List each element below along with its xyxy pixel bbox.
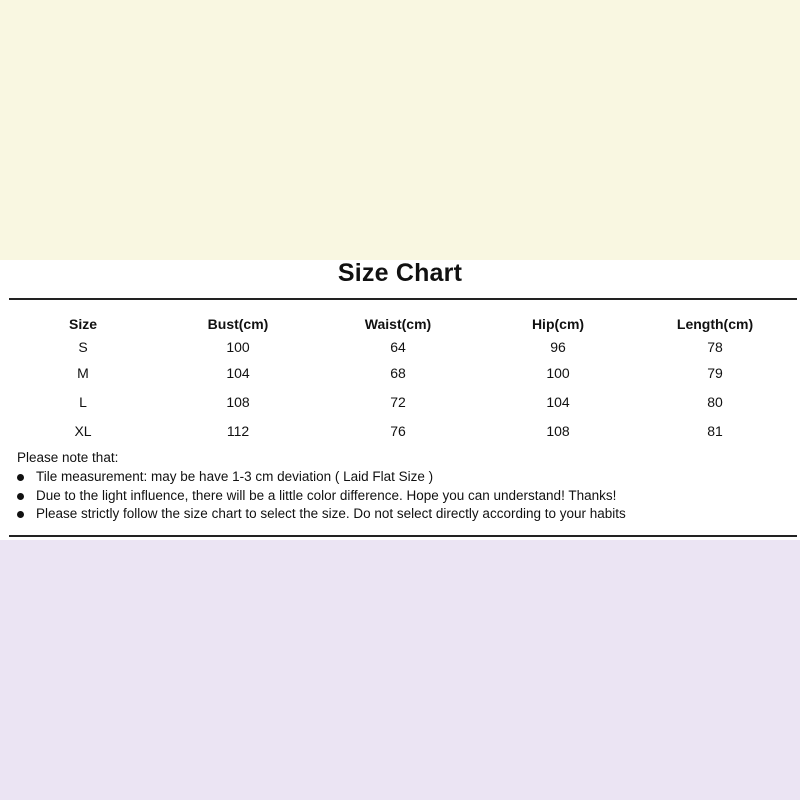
- cell-waist: 68: [390, 365, 406, 381]
- notes-heading: Please note that:: [17, 450, 119, 465]
- bottom-color-band: [0, 540, 800, 800]
- cell-size: M: [77, 365, 89, 381]
- note-text: Tile measurement: may be have 1-3 cm deviation ( Laid Flat Size ): [36, 469, 434, 484]
- note-item: [17, 468, 626, 486]
- table-row: [0, 417, 800, 446]
- cell-bust: 112: [226, 423, 250, 439]
- table-header-row: [0, 313, 800, 335]
- cell-size: XL: [74, 423, 92, 439]
- note-text: Due to the light influence, there will be a little color difference. Hope you can understand! Thanks!: [36, 488, 617, 503]
- table-row: [0, 359, 800, 388]
- notes-list: [17, 468, 626, 523]
- note-item: [17, 505, 626, 523]
- header-length: Length(cm): [676, 316, 754, 332]
- cell-hip: 104: [546, 394, 570, 410]
- cell-size: S: [78, 339, 88, 355]
- chart-title: Size Chart: [337, 259, 463, 287]
- cell-waist: 76: [390, 423, 406, 439]
- header-hip: Hip(cm): [531, 316, 585, 332]
- bottom-divider: [9, 535, 797, 537]
- cell-waist: 72: [390, 394, 406, 410]
- cell-bust: 108: [226, 394, 250, 410]
- bullet-icon: [17, 511, 24, 518]
- cell-bust: 100: [226, 339, 250, 355]
- table-row: [0, 388, 800, 417]
- note-text: Please strictly follow the size chart to select the size. Do not select directly according to your habits: [36, 506, 626, 521]
- cell-hip: 108: [546, 423, 570, 439]
- cell-waist: 64: [390, 339, 406, 355]
- cell-hip: 96: [550, 339, 566, 355]
- bullet-icon: [17, 493, 24, 500]
- table-row: [0, 335, 800, 359]
- top-color-band: [0, 0, 800, 260]
- cell-length: 78: [707, 339, 723, 355]
- header-bust: Bust(cm): [207, 316, 269, 332]
- top-divider: [9, 298, 797, 300]
- cell-size: L: [79, 394, 87, 410]
- cell-length: 81: [707, 423, 723, 439]
- header-size: Size: [68, 316, 97, 332]
- note-item: [17, 487, 626, 505]
- bullet-icon: [17, 474, 24, 481]
- header-waist: Waist(cm): [364, 316, 432, 332]
- cell-bust: 104: [226, 365, 250, 381]
- cell-hip: 100: [546, 365, 570, 381]
- cell-length: 80: [707, 394, 723, 410]
- cell-length: 79: [707, 365, 723, 381]
- size-table: [0, 313, 800, 446]
